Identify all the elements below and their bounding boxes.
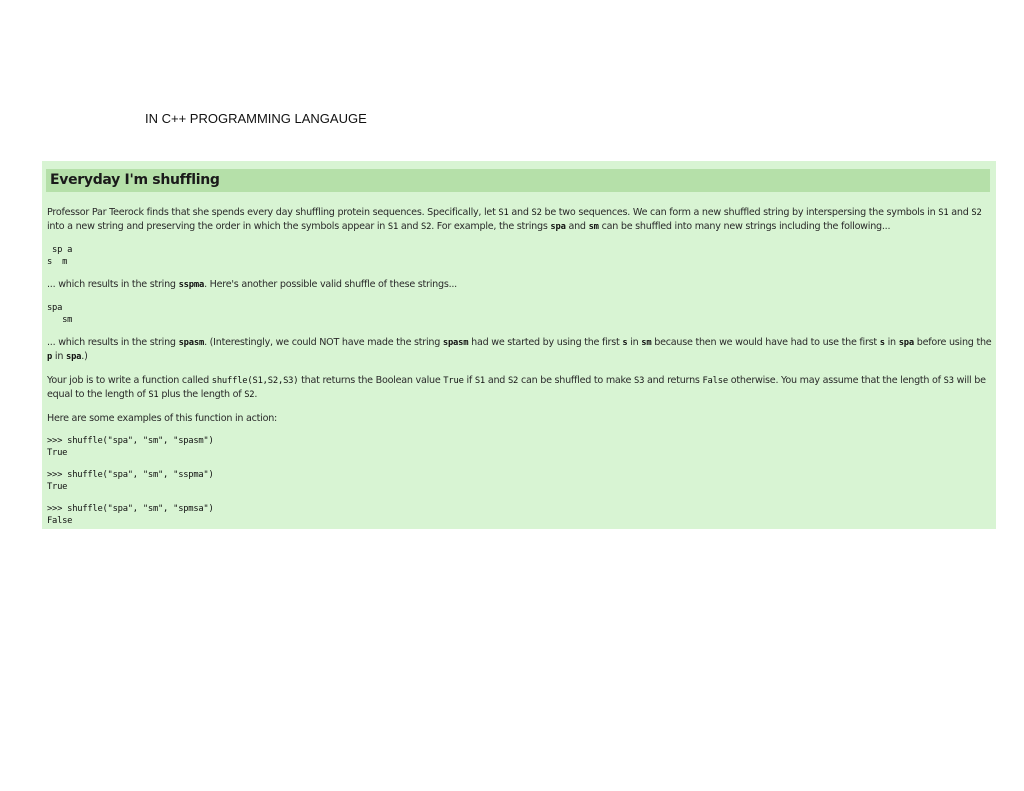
example-1 [47,435,993,459]
text: plus the length of [158,389,245,400]
code-block-1 [47,244,993,268]
text: Your job is to write a function called [47,375,212,386]
code-line: s m [47,257,68,267]
text: had we started by using the first [468,337,623,348]
panel-title: Everyday I'm shuffling [46,169,990,192]
text: in [884,337,899,348]
text: . Here's another possible valid shuffle of these strings... [204,279,457,290]
text: ... which results in the string [47,337,179,348]
code-false: False [702,376,728,386]
text: can be shuffled to make [518,375,634,386]
code-line: sp a [47,245,73,255]
text: otherwise. You may assume that the length of [727,375,944,386]
code-s1: S1 [148,390,159,400]
code-sm: sm [588,222,599,232]
problem-content [47,206,993,527]
code-s2: S2 [531,208,542,218]
text: before using the [914,337,992,348]
text: . [254,389,258,400]
text: if [463,375,475,386]
code-p: p [47,352,53,362]
text: because then we would have had to use the first [651,337,880,348]
text: . For example, the strings [431,221,551,232]
text: . (Interestingly, we could NOT have made the string [204,337,443,348]
code-s2: S2 [971,208,982,218]
code-s1: S1 [474,376,486,386]
example-3 [47,503,993,527]
code-s: s [622,338,628,348]
text: in [52,351,66,362]
code-line: spa [47,303,63,313]
text: Professor Par Teerock finds that she spends every day shuffling protein sequences. Specifically, let [47,207,499,218]
example-call: >>> shuffle("spa", "sm", "spmsa") [47,504,214,514]
code-spa: spa [550,222,566,232]
intro-paragraph [47,206,993,234]
paragraph-4 [47,374,993,402]
text: will be equal to the length of [47,375,986,400]
text: in [627,337,642,348]
example-result: True [47,448,68,458]
example-2 [47,469,993,493]
example-call: >>> shuffle("spa", "sm", "spasm") [47,436,214,446]
code-spa: spa [898,338,914,348]
code-spasm: spasm [442,338,469,348]
code-sm: sm [641,338,652,348]
code-s2: S2 [244,390,255,400]
paragraph-2 [47,278,993,292]
header-note: IN C++ PROGRAMMING LANGAUGE [145,111,367,126]
code-block-2 [47,302,993,326]
example-result: True [47,482,68,492]
code-s3: S3 [943,376,954,386]
text: be two sequences. We can form a new shuffled string by interspersing the symbols in [541,207,939,218]
text: that returns the Boolean value [298,375,444,386]
paragraph-5: Here are some examples of this function in action: [47,413,278,424]
text: can be shuffled into many new strings including the following... [598,221,891,232]
text: and [948,207,972,218]
example-result: False [47,516,73,526]
paragraph-3 [47,336,993,364]
code-s2: S2 [421,222,432,232]
text: and [485,375,508,386]
code-s3: S3 [633,376,645,386]
problem-panel [42,161,996,529]
code-sspma: sspma [178,280,205,290]
text: into a new string and preserving the order in which the symbols appear in [47,221,388,232]
text: and [565,221,589,232]
code-spasm: spasm [178,338,205,348]
text: and [508,207,532,218]
code-s1: S1 [387,222,399,232]
code-s: s [879,338,885,348]
code-signature: shuffle(S1,S2,S3) [211,376,299,386]
code-line: sm [47,315,73,325]
code-true: True [443,376,464,386]
code-s1: S1 [498,208,509,218]
text: and returns [644,375,703,386]
code-s1: S1 [938,208,949,218]
text: .) [81,351,88,362]
example-call: >>> shuffle("spa", "sm", "sspma") [47,470,214,480]
text: ... which results in the string [47,279,179,290]
code-spa: spa [65,352,82,362]
text: and [398,221,421,232]
code-s2: S2 [507,376,519,386]
